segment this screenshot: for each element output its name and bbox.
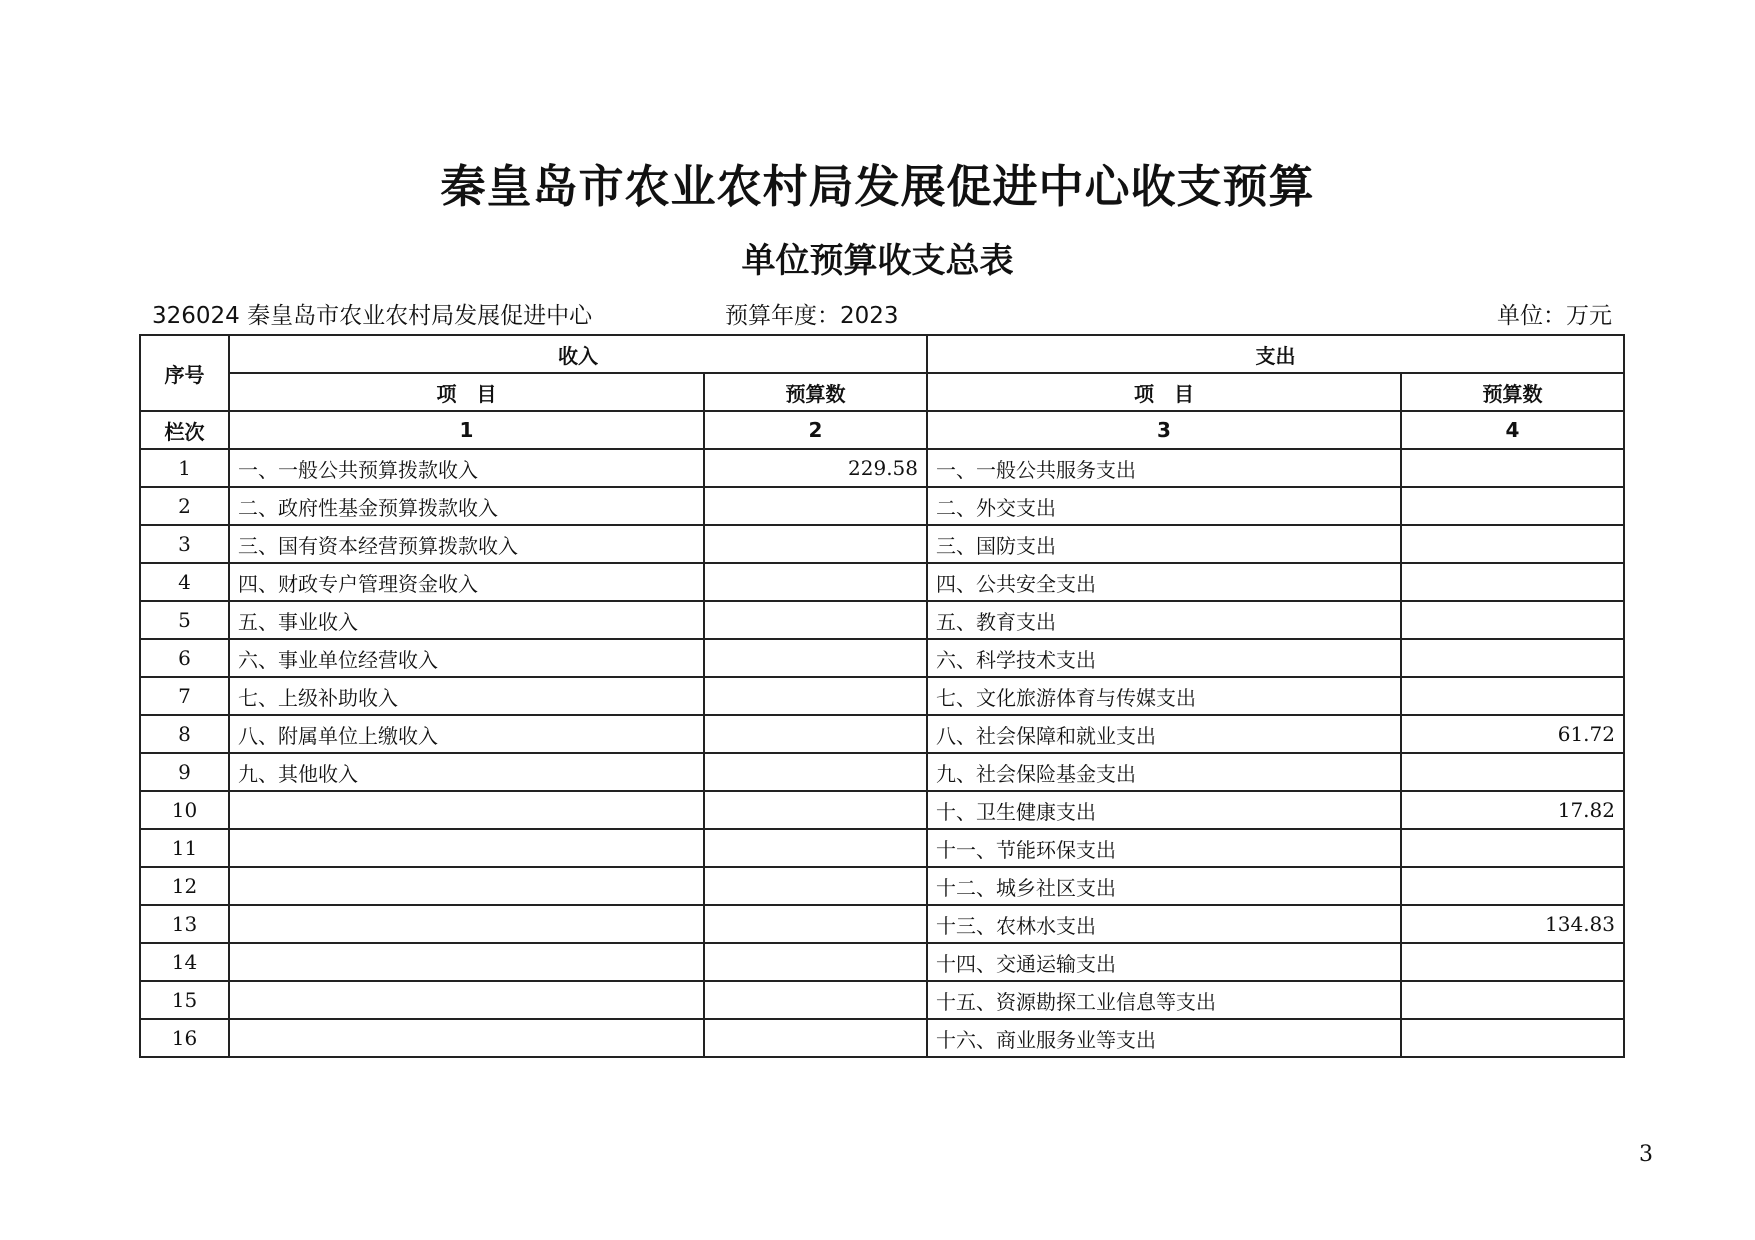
- income-item: 七、上级补助收入: [229, 677, 704, 715]
- income-amount: [704, 715, 927, 753]
- header-income: 收入: [229, 335, 927, 373]
- income-item: 五、事业收入: [229, 601, 704, 639]
- expense-amount: [1401, 943, 1624, 981]
- header-income-item: 项 目: [229, 373, 704, 411]
- table-row: [140, 981, 1624, 1019]
- expense-amount: 17.82: [1401, 791, 1624, 829]
- income-amount: [704, 943, 927, 981]
- header-col-3: 3: [927, 411, 1401, 449]
- income-amount: [704, 677, 927, 715]
- budget-year: 预算年度：2023: [725, 303, 899, 329]
- expense-amount: [1401, 639, 1624, 677]
- table-row: [140, 1019, 1624, 1057]
- expense-amount: [1401, 525, 1624, 563]
- page-number: 3: [1639, 1142, 1653, 1167]
- row-seq: 14: [140, 943, 229, 981]
- table-row: [140, 449, 1624, 487]
- header-col-4: 4: [1401, 411, 1624, 449]
- income-amount: [704, 601, 927, 639]
- income-amount: [704, 563, 927, 601]
- row-seq: 11: [140, 829, 229, 867]
- table-row: [140, 563, 1624, 601]
- row-seq: 16: [140, 1019, 229, 1057]
- income-amount: [704, 639, 927, 677]
- table-row: [140, 943, 1624, 981]
- row-seq: 3: [140, 525, 229, 563]
- expense-item: 十三、农林水支出: [927, 905, 1401, 943]
- currency-unit: 单位：万元: [1497, 303, 1612, 329]
- row-seq: 6: [140, 639, 229, 677]
- header-column-index: 栏次: [140, 411, 229, 449]
- expense-item: 五、教育支出: [927, 601, 1401, 639]
- expense-amount: [1401, 449, 1624, 487]
- expense-item: 十、卫生健康支出: [927, 791, 1401, 829]
- organization-code: 326024 秦皇岛市农业农村局发展促进中心: [152, 303, 593, 329]
- expense-amount: [1401, 677, 1624, 715]
- expense-item: 七、文化旅游体育与传媒支出: [927, 677, 1401, 715]
- income-amount: [704, 1019, 927, 1057]
- income-item: 八、附属单位上缴收入: [229, 715, 704, 753]
- row-seq: 15: [140, 981, 229, 1019]
- table-body: [140, 449, 1624, 1057]
- income-item: 三、国有资本经营预算拨款收入: [229, 525, 704, 563]
- header-expense: 支出: [927, 335, 1624, 373]
- expense-item: 二、外交支出: [927, 487, 1401, 525]
- header-expense-budget: 预算数: [1401, 373, 1624, 411]
- row-seq: 12: [140, 867, 229, 905]
- expense-item: 十六、商业服务业等支出: [927, 1019, 1401, 1057]
- budget-table: [139, 334, 1625, 1058]
- expense-amount: [1401, 981, 1624, 1019]
- expense-amount: [1401, 829, 1624, 867]
- row-seq: 1: [140, 449, 229, 487]
- expense-item: 三、国防支出: [927, 525, 1401, 563]
- income-item: [229, 905, 704, 943]
- row-seq: 9: [140, 753, 229, 791]
- header-income-budget: 预算数: [704, 373, 927, 411]
- expense-item: 六、科学技术支出: [927, 639, 1401, 677]
- table-row: [140, 525, 1624, 563]
- row-seq: 4: [140, 563, 229, 601]
- expense-amount: [1401, 1019, 1624, 1057]
- income-amount: [704, 525, 927, 563]
- row-seq: 13: [140, 905, 229, 943]
- expense-amount: [1401, 563, 1624, 601]
- row-seq: 10: [140, 791, 229, 829]
- expense-amount: [1401, 487, 1624, 525]
- header-seq: 序号: [140, 335, 229, 411]
- table-row: [140, 487, 1624, 525]
- expense-item: 十四、交通运输支出: [927, 943, 1401, 981]
- expense-item: 八、社会保障和就业支出: [927, 715, 1401, 753]
- expense-amount: 61.72: [1401, 715, 1624, 753]
- income-amount: [704, 905, 927, 943]
- income-item: 九、其他收入: [229, 753, 704, 791]
- table-row: [140, 715, 1624, 753]
- income-item: 四、财政专户管理资金收入: [229, 563, 704, 601]
- document-title: 秦皇岛市农业农村局发展促进中心收支预算: [440, 160, 1315, 213]
- income-amount: [704, 867, 927, 905]
- income-amount: [704, 753, 927, 791]
- income-amount: [704, 487, 927, 525]
- expense-item: 九、社会保险基金支出: [927, 753, 1401, 791]
- table-row: [140, 867, 1624, 905]
- table-row: [140, 753, 1624, 791]
- income-item: 二、政府性基金预算拨款收入: [229, 487, 704, 525]
- income-amount: [704, 829, 927, 867]
- table-row: [140, 829, 1624, 867]
- table-row: [140, 677, 1624, 715]
- expense-item: 一、一般公共服务支出: [927, 449, 1401, 487]
- expense-amount: 134.83: [1401, 905, 1624, 943]
- table-row: [140, 905, 1624, 943]
- header-col-2: 2: [704, 411, 927, 449]
- income-item: [229, 943, 704, 981]
- row-seq: 7: [140, 677, 229, 715]
- income-item: 六、事业单位经营收入: [229, 639, 704, 677]
- expense-amount: [1401, 601, 1624, 639]
- income-item: [229, 1019, 704, 1057]
- table-row: [140, 601, 1624, 639]
- row-seq: 5: [140, 601, 229, 639]
- expense-item: 十五、资源勘探工业信息等支出: [927, 981, 1401, 1019]
- document-subtitle: 单位预算收支总表: [741, 241, 1014, 281]
- row-seq: 8: [140, 715, 229, 753]
- income-amount: [704, 791, 927, 829]
- income-item: [229, 867, 704, 905]
- row-seq: 2: [140, 487, 229, 525]
- income-item: [229, 829, 704, 867]
- income-item: [229, 981, 704, 1019]
- income-amount: 229.58: [704, 449, 927, 487]
- expense-amount: [1401, 867, 1624, 905]
- table-row: [140, 639, 1624, 677]
- expense-amount: [1401, 753, 1624, 791]
- header-col-1: 1: [229, 411, 704, 449]
- income-item: [229, 791, 704, 829]
- expense-item: 四、公共安全支出: [927, 563, 1401, 601]
- income-item: 一、一般公共预算拨款收入: [229, 449, 704, 487]
- income-amount: [704, 981, 927, 1019]
- expense-item: 十二、城乡社区支出: [927, 867, 1401, 905]
- expense-item: 十一、节能环保支出: [927, 829, 1401, 867]
- table-row: [140, 791, 1624, 829]
- header-expense-item: 项 目: [927, 373, 1401, 411]
